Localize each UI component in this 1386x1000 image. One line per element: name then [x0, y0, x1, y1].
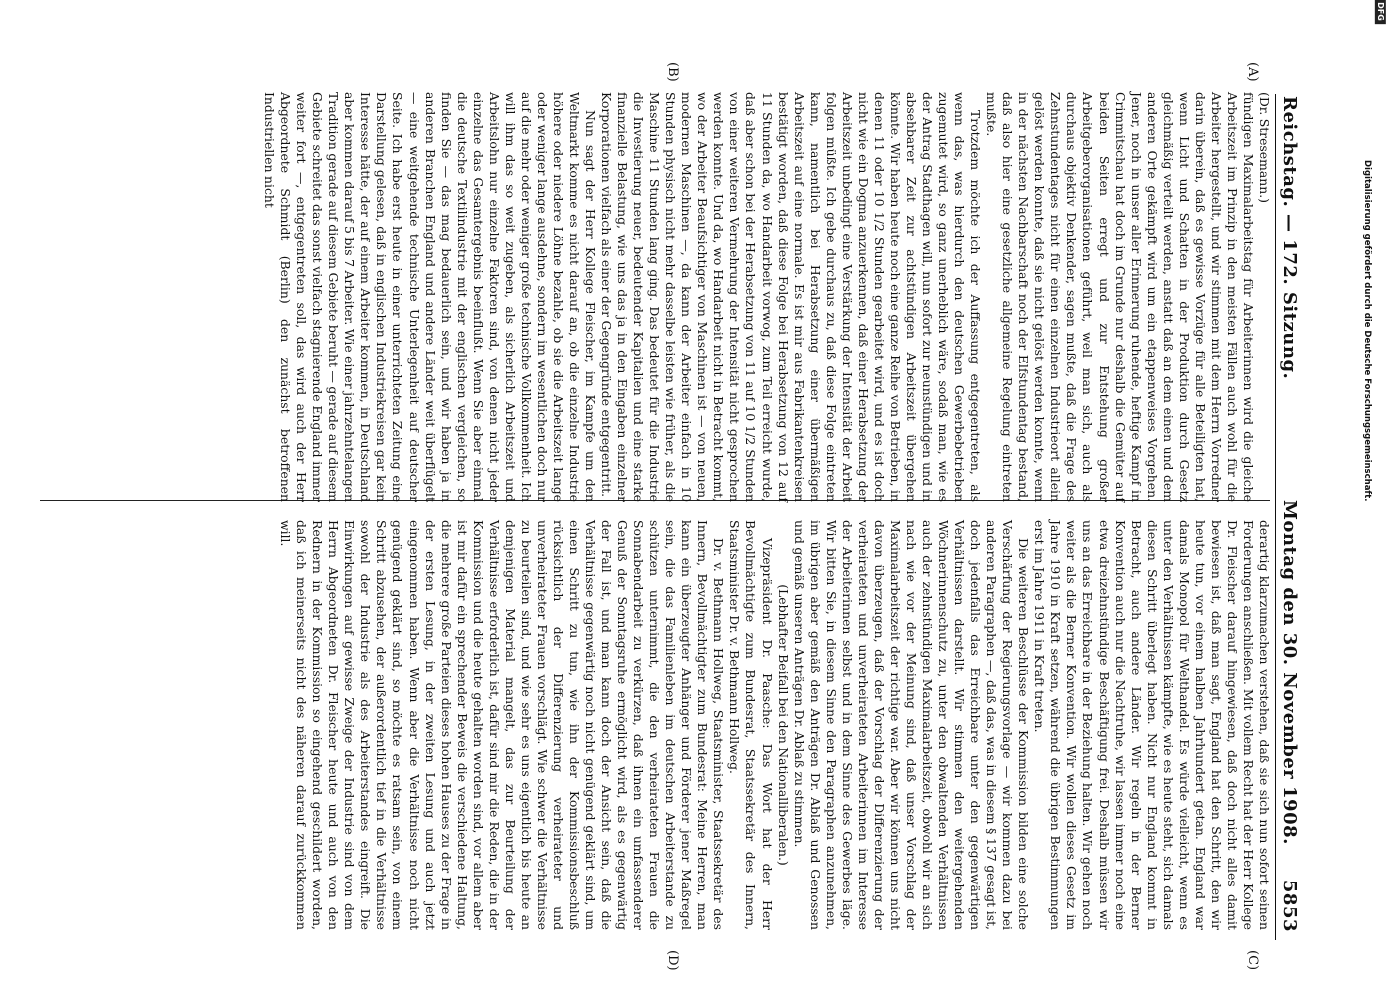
header-rule [1275, 94, 1276, 940]
margin-mark-b: (B) [665, 62, 680, 82]
margin-mark-d: (D) [665, 950, 680, 971]
margin-mark-a: (A) [1245, 62, 1260, 82]
paragraph: Vizepräsident Dr. Paasche: Das Wort hat der Herr Bevollmächtigte zum Bundesrat, Staatssekretär des Innern, Staatsminister Dr. v. Bethmann Hollweg. [727, 520, 775, 930]
dfg-logo: DFG [1375, 0, 1386, 24]
speaker-note: (Dr. Stresemann.) [1257, 92, 1272, 203]
applause-note: (Lebhafter Beifall bei den Nationalliberalen.) [775, 584, 791, 866]
paragraph: derartig klarzumachen verstehen, daß sie sich nun sofort seinen Forderungen anschließen. Mit vollem Recht hat der Herr Kollege Dr. Fleischer darauf hingewiesen, daß doch nicht alles damit bewiesen ist, daß man sagt, England hat den Schritt, den wir heute tun, vor einem halben Jahrhundert getan. England war damals Monopol für Welthandel. Es würde vielleicht, wenn es unter den Verhältnissen kämpfte, wie es heute steht, sich damals diesen Schritt überlegt haben. Nicht nur England kommt in Betracht, auch andere Länder. Wir regeln in der Berner Konvention auch nur die Nachtruhe, wir lassen immer noch eine etwa dreizehnstündige Beschäftigung frei. Deshalb müssen wir uns an das Erreichbare in der Beziehung halten. Wir gehen noch weiter als die Berner Konvention. Wir wollen dieses Gesetz im Jahre 1910 in Kraft setzen, während die übrigen Bestimmungen erst im Jahre 1911 in Kraft treten. [1032, 520, 1272, 930]
margin-mark-c: (C) [1245, 950, 1260, 971]
header-center: Montag den 30. November 1908. [1279, 500, 1300, 845]
paragraph: Nun sagt der Herr Kollege Fleischer, im Kampfe um den Weltmarkt komme es nicht darauf an, ob die einzelne Industrie höhere oder niedere Löhne bezahle, ob sie die Arbeitszeit lange oder weniger lange ausdehne, sondern im wesentlichen doch nur auf die mehr oder weniger große technische Vollkommenheit. Ich will ihm das so weit zugeben, als sicherlich Arbeitszeit und Arbeitslohn nur einzelne Faktoren sind, von denen nicht jeder einzelne das Gesamtergebnis beeinflußt. Wenn Sie aber einmal die deutsche Textilindustrie mit der englischen vergleichen, so finden Sie — das mag bedauerlich sein, und wir haben ja in anderen Branchen England und andere Länder weit überflügelt — eine weitgehende technische Unterlegenheit auf deutscher Seite. Ich habe erst heute in einer unterrichteten Zeitung eine Darstellung gelesen, daß in englischen Industriekreisen gar kein Interesse hätte, der auf einem Arbeiter kommen, in Deutschland aber kommen darauf 5 bis 7 Arbeiter. Wie einer jahrzehntelangen Tradition gerade auf diesem Gebiete beruht — gerade auf diesem Gebiete schreitet das sonst vielfach stagnierende England immer weiter fort —, entgegentreten soll, das wird auch der Herr Abgeordnete Schmidt (Berlin) den zunächst betroffenen Industriellen nicht [262, 92, 599, 502]
paragraph: fündigen Maximalarbeitstag für Arbeiterinnen wird die gleiche Arbeitszeit im Prinzip in den meisten Fällen auch wohl für die Arbeiter hergestellt, und wir stimmen mit dem Herrn Vorredner darin überein, daß es gewisse Vorzüge für alle Beteiligten hat, wenn Licht und Schatten in der Produktion durch Gesetz gleichmäßig verteilt werden, anstatt daß an dem einen und dem anderen Orte gekämpft wird um ein etappenweises Vorgehen. Jener, noch in unser aller Erinnerung ruhende, heftige Kampf in Crimmitschau hat doch im Grunde nur deshalb die Gemüter auf beiden Seiten erregt und zur Entstehung großer Arbeitgeberorganisationen geführt, weil man sich, auch als durchaus objektiv Denkender, sagen mußte, daß die Frage des Zehnstundentages nicht für einen einzelnen Industrieort allein gelöst werden konnte, daß sie nicht gelöst werden konnte, wenn in der nächsten Nachbarschaft noch der Elfstundentag bestand, daß also hier eine gesetzliche allgemeine Regelung eintreten mußte. [984, 92, 1256, 502]
paragraph: Trotzdem möchte ich der Auffassung entgegentreten, als wenn das, was hierdurch den deutschen Gewerbebetrieben zugemutet wird, so ganz unerheblich wäre, sodaß man, wie es der Antrag Stadthagen will, nun sofort zur neunstündigen und in absehbarer Zeit zur achtstündigen Arbeitszeit übergehen könnte. Wir haben heute noch eine ganze Reihe von Betrieben, in denen 11 oder 10 1/2 Stunden gearbeitet wird, und es ist doch nicht wie ein Dogma anzuerkennen, daß einer Herabsetzung der Arbeitszeit unbedingt eine Verstärkung der Intensität der Arbeit folgen müßte. Ich gebe durchaus zu, daß diese Folge eintreten kann, namentlich bei Herabsetzung einer übermäßigen Arbeitszeit auf eine normale. Es ist mir aus Fabrikantenkreisen bestätigt worden, daß diese Folge bei Herabsetzung von 12 auf 11 Stunden da, wo Handarbeit vorwog, zum Teil erreicht wurde, daß aber schon bei der Herabsetzung von 11 auf 10 1/2 Stunden von einer weiteren Vermehrung der Intensität nicht gesprochen werden konnte. Und da, wo Handarbeit nicht in Betracht kommt, wo der Arbeiter Beaufsichtiger von Maschinen ist — von neuen, modernen Maschinen —, da kann der Arbeiter einfach in 10 Stunden physisch nicht mehr dasselbe leisten wie früher, als die Maschine 11 Stunden lang ging. Das bedeutet für die Industrie die Investierung neuer, bedeutender Kapitalien und eine starke finanzielle Belastung, wie uns das ja in den Eingaben einzelner Korporationen vielfach als einer der Gegengründe entgegentritt. [599, 92, 984, 502]
paragraph: Dr. v. Bethmann Hollweg, Staatsminister, Staatssekretär des Innern, Bevollmächtigter zum Bundesrat: Meine Herren, man kann ein überzeugter Anhänger und Förderer jener Maßregel sein, die das Familienleben im deutschen Arbeiterstande zu schützen unternimmt, die den verheirateten Frauen die Sonnabendarbeit zu verkürzen, daß ihnen ein umfassenderer Genuß der Sonntagsruhe ermöglicht wird, als es gegenwärtig der Fall ist, und man kann doch der Ansicht sein, daß die Verhältnisse gegenwärtig noch nicht genügend geklärt sind, um einen Schritt zu tun, wie ihn der Kommissionsbeschluß rücksichtlich der Differenzierung verheirateter und unverheirateter Frauen vorschlägt. Wie schwer die Verhältnisse zu beurteilen sind, und wie sehr es uns eigentlich bis heute an demjenigen Material mangelt, das zur Beurteilung der Verhältnisse erforderlich ist, dafür sind mir die Reden, die in der Kommission und die heute gehalten worden sind, vor allem aber ist mir dafür ein sprechender Beweis die verschiedene Haltung, die mehrere große Parteien dieses hohen Hauses zu der Frage in der ersten Lesung, in der zweiten Lesung und auch jetzt eingenommen haben. Wenn aber die Verhältnisse noch nicht genügend geklärt sind, so möchte es ratsam sein, von einem Schritt abzusehen, der außerordentlich tief in die Verhältnisse sowohl der Industrie als des Arbeiterstandes eingreift. Die Einwirkungen auf gewisse Zweige der Industrie sind von dem Herrn Abgeordneten Dr. Fleischer heute und auch von den Rednern in der Kommission so eingehend geschildert worden, daß ich meinerseits nicht des näheren darauf zurückkommen will. [278, 520, 727, 930]
right-column [277, 520, 1272, 930]
digitization-notice: Digitalisierung gefördert durch die Deutsche Forschungsgemeinschaft. [1362, 160, 1372, 502]
page-number: 5853 [1279, 879, 1300, 932]
header-left: Reichstag. — 172. Sitzung. [1279, 96, 1300, 380]
left-column [261, 92, 1272, 502]
paragraph: Die weiteren Beschlüsse der Kommission bilden eine solche Verschärfung der Regierungsvorlage — wir kommen dazu bei anderen Paragraphen —, daß das, was in diesem § 137 gesagt ist, doch jedenfalls das Erreichbare unter den gegenwärtigen Verhältnissen darstellt. Wir stimmen den weitergehenden Wöchnerinnenschutz zu, unter den obwaltenden Verhältnissen auch der zehnstündigen Maximalarbeitszeit, obwohl wir an sich nach wie vor der Meinung sind, daß unser Vorschlag der Maximalarbeitszeit der richtige war. Aber wir können uns nicht davon überzeugen, daß der Vorschlag der Differenzierung der verheirateten und unverheirateten Arbeiterinnen im Interesse der Arbeiterinnen selbst und in dem Sinne des Gewerbes läge. Wir bitten Sie, in diesem Sinne den Paragraphen anzunehmen, im übrigen aber gemäß den Anträgen Dr. Ablaß und Genossen und gemäß unseren Anträgen Dr. Ablaß zu stimmen. [791, 520, 1032, 930]
